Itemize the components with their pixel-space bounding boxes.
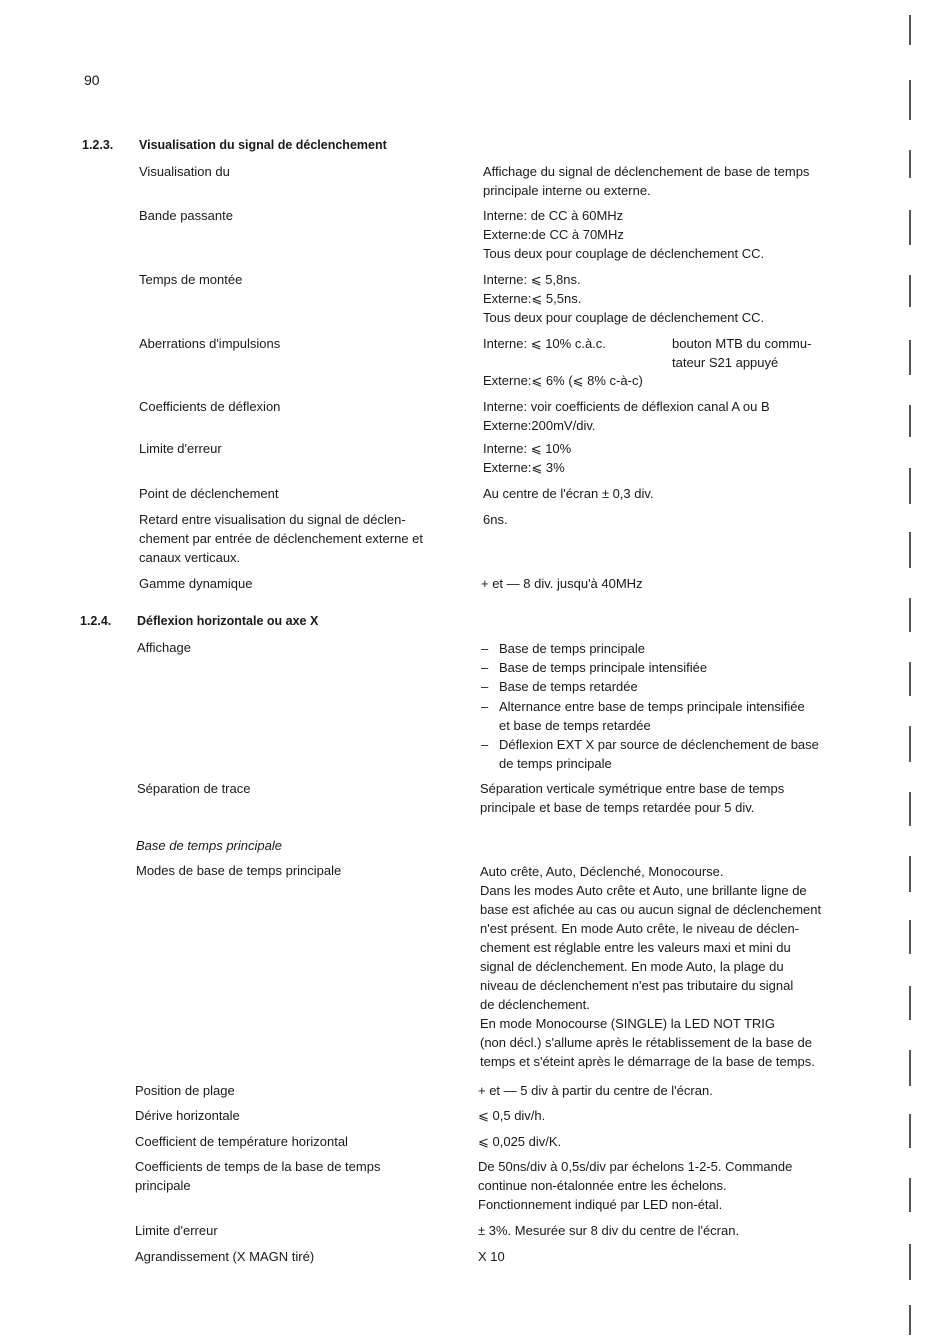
spec-label: Aberrations d'impulsions [139,336,281,351]
spec-label: Coefficients de temps de la base de temps principale [135,1159,381,1193]
section-number: 1.2.4. [80,614,112,628]
spec-value: + et — 5 div à partir du centre de l'écran. [478,1083,713,1098]
spec-label: Gamme dynamique [139,576,253,591]
spec-label: Temps de montée [139,272,243,287]
section-title: Déflexion horizontale ou axe X [137,614,319,628]
spec-value: + et — 8 div. jusqu'à 40MHz [481,576,643,591]
spec-label: Agrandissement (X MAGN tiré) [135,1249,315,1264]
spec-value: Auto crête, Auto, Déclenché, Monocourse. Dans les modes Auto crête et Auto, une brillante ligne de base est afichée au cas ou aucun signal de déclenchement n'est présent. En mode Auto crête, le niveau de déclen- chement est réglable entre les valeurs maxi et mini du signal de déclenchement. En mode Auto, la plage du niveau de déclenchement n'est pas tributaire du signal de déclenchement. En mode Monocourse (SINGLE) la LED NOT TRIG (non décl.) s'allume après le rétablissement de la base de temps et s'éteint après le démarrage de la base de temps. [480,864,822,1069]
spec-value: X 10 [478,1249,505,1264]
spec-value: 6ns. [483,512,508,527]
spec-value-note: bouton MTB du commu- tateur S21 appuyé [672,336,812,370]
section-number: 1.2.3. [82,138,114,152]
spec-label: Modes de base de temps principale [136,863,342,878]
spec-label: Visualisation du [139,164,230,179]
section-title: Visualisation du signal de déclenchement [139,138,387,152]
spec-value: Interne: ⩽ 10% Externe:⩽ 3% [483,441,572,475]
spec-value: Au centre de l'écran ± 0,3 div. [483,486,654,501]
binding-margin [900,0,950,1343]
spec-label: Coefficient de température horizontal [135,1134,348,1149]
page-number: 90 [84,72,100,88]
spec-label: Affichage [137,640,191,655]
affichage-list [481,639,819,773]
list-item: – Base de temps principale intensifiée [481,660,708,676]
list-item: – Déflexion EXT X par source de déclenchement de base de temps principale [481,737,819,772]
spec-value: Séparation verticale symétrique entre base de temps principale et base de temps retardée pour 5 div. [480,781,785,815]
spec-label: Séparation de trace [137,781,251,796]
spec-label: Limite d'erreur [139,441,222,456]
spec-value: ⩽ 0,025 div/K. [478,1134,562,1149]
spec-label: Coefficients de déflexion [139,399,281,414]
list-item: – Base de temps retardée [481,679,638,695]
spec-label: Dérive horizontale [135,1108,240,1123]
list-item: – Alternance entre base de temps principale intensifiée et base de temps retardée [481,698,805,733]
spec-value: Interne: ⩽ 5,8ns. Externe:⩽ 5,5ns. Tous deux pour couplage de déclenchement CC. [483,272,765,325]
spec-value: ± 3%. Mesurée sur 8 div du centre de l'écran. [478,1223,740,1238]
spec-label: Bande passante [139,208,233,223]
subheading: Base de temps principale [136,838,282,853]
spec-label: Point de déclenchement [139,486,279,501]
list-item: – Base de temps principale [481,641,645,656]
spec-value: ⩽ 0,5 div/h. [478,1108,546,1123]
spec-value: Interne: ⩽ 10% c.à.c. [483,336,606,351]
spec-label: Retard entre visualisation du signal de déclen- chement par entrée de déclenchement externe et canaux verticaux. [139,512,424,565]
spec-value: Affichage du signal de déclenchement de base de temps principale interne ou externe. [483,164,810,198]
spec-label: Limite d'erreur [135,1223,218,1238]
spec-value: Interne: de CC à 60MHz Externe:de CC à 70MHz Tous deux pour couplage de déclenchement CC. [483,208,765,261]
spec-value: De 50ns/div à 0,5s/div par échelons 1-2-5. Commande continue non-étalonnée entre les échelons. Fonctionnement indiqué par LED non-étal. [478,1159,793,1212]
spec-value: Interne: voir coefficients de déflexion canal A ou B Externe:200mV/div. [483,399,770,433]
spec-value: Externe:⩽ 6% (⩽ 8% c-à-c) [483,373,643,388]
spec-label: Position de plage [135,1083,235,1098]
